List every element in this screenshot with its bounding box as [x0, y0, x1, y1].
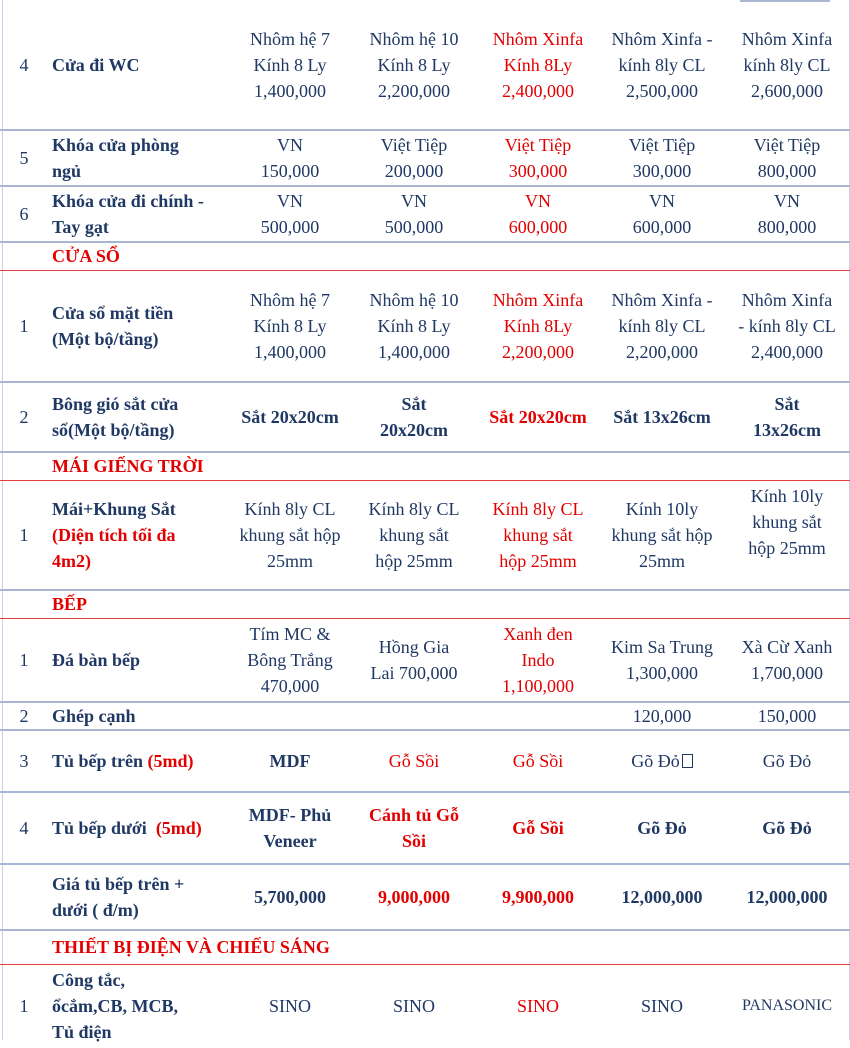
item-name: Mái+Khung Sắt (Diện tích tối đa 4m2) — [48, 480, 228, 590]
table-row-front-window — [0, 270, 850, 382]
option-1-cell: 5,700,000 — [228, 864, 352, 930]
missing-glyph-box-icon — [682, 754, 693, 768]
table-row-iron-grille — [0, 382, 850, 452]
option-2-cell: Nhôm hệ 10 Kính 8 Ly 1,400,000 — [352, 270, 476, 382]
option-3-cell: Nhôm Xinfa Kính 8Ly 2,400,000 — [476, 0, 600, 130]
option-1-cell: SINO — [268, 996, 311, 1017]
option-4-cell: Việt Tiệp 300,000 — [600, 130, 724, 186]
item-name: Đá bàn bếp — [48, 618, 228, 702]
item-name: Tủ bếp dưới (5md) — [48, 792, 228, 864]
option-1-cell: Nhôm hệ 7 Kính 8 Ly 1,400,000 — [228, 0, 352, 130]
row-number: 1 — [19, 996, 29, 1017]
option-4-cell: 12,000,000 — [600, 864, 724, 930]
section-row-electric — [0, 930, 850, 964]
option-1-cell: VN 500,000 — [228, 186, 352, 242]
option-5-cell: Xà Cừ Xanh 1,700,000 — [724, 618, 850, 702]
item-name: Ghép cạnh — [48, 702, 228, 730]
option-2-cell: Cánh tủ Gỗ Sồi — [352, 792, 476, 864]
option-3-cell: Kính 8ly CL khung sắt hộp 25mm — [476, 480, 600, 590]
option-1-cell: Nhôm hệ 7 Kính 8 Ly 1,400,000 — [228, 270, 352, 382]
option-2-cell: SINO — [392, 996, 435, 1017]
section-title: MÁI GIẾNG TRỜI — [48, 452, 850, 480]
option-4-cell: Sắt 13x26cm — [600, 382, 724, 452]
row-number: 6 — [0, 186, 48, 242]
option-2-cell: Gỗ Sồi — [352, 730, 476, 792]
table-row-wc-door — [0, 0, 850, 130]
option-4-cell: Nhôm Xinfa - kính 8ly CL 2,200,000 — [600, 270, 724, 382]
option-4-cell: Kim Sa Trung 1,300,000 — [600, 618, 724, 702]
option-1-cell — [228, 702, 352, 730]
row-number: 5 — [0, 130, 48, 186]
item-name: Cửa sổ mặt tiền (Một bộ/tầng) — [48, 270, 228, 382]
option-4-cell: 120,000 — [600, 702, 724, 730]
option-2-cell: Việt Tiệp 200,000 — [352, 130, 476, 186]
option-4-cell: Gõ Đỏ — [600, 730, 724, 792]
option-5-cell: 150,000 — [724, 702, 850, 730]
table-row-switches — [0, 964, 850, 1048]
item-name: Khóa cửa phòng ngủ — [48, 130, 228, 186]
option-4-cell: Gõ Đỏ — [600, 792, 724, 864]
section-row-kitchen — [0, 590, 850, 618]
option-5-cell: Việt Tiệp 800,000 — [724, 130, 850, 186]
row-number: 3 — [0, 730, 48, 792]
option-4-cell: Nhôm Xinfa - kính 8ly CL 2,500,000 — [600, 0, 724, 130]
row-number: 2 — [0, 382, 48, 452]
option-1-cell: Kính 8ly CL khung sắt hộp 25mm — [228, 480, 352, 590]
option-3-cell: 9,900,000 — [476, 864, 600, 930]
row-number: 1 — [0, 480, 48, 590]
option-2-cell: Nhôm hệ 10 Kính 8 Ly 2,200,000 — [352, 0, 476, 130]
table-row-bedroom-lock — [0, 130, 850, 186]
table-row-edge-join — [0, 702, 850, 730]
row-number: 1 — [0, 618, 48, 702]
option-5-cell: Nhôm Xinfa - kính 8ly CL 2,400,000 — [724, 270, 850, 382]
option-3-cell: Nhôm Xinfa Kính 8Ly 2,200,000 — [476, 270, 600, 382]
section-title: CỬA SỔ — [48, 242, 850, 270]
item-name: Khóa cửa đi chính - Tay gạt — [48, 186, 228, 242]
option-5-cell: VN 800,000 — [724, 186, 850, 242]
table-row-cabinet-price — [0, 864, 850, 930]
option-3-cell: Sắt 20x20cm — [476, 382, 600, 452]
option-4-cell: VN 600,000 — [600, 186, 724, 242]
option-1-cell: MDF — [228, 730, 352, 792]
option-5-cell: Gõ Đỏ — [724, 792, 850, 864]
item-name: Cửa đi WC — [48, 0, 228, 130]
option-2-cell — [352, 702, 476, 730]
option-3-cell: SINO — [516, 996, 559, 1017]
table-row-skylight — [0, 480, 850, 590]
item-name: Tủ bếp trên (5md) — [48, 730, 228, 792]
option-2-cell: Kính 8ly CL khung sắt hộp 25mm — [352, 480, 476, 590]
option-4-cell: Kính 10ly khung sắt hộp 25mm — [600, 480, 724, 590]
row-number: 2 — [0, 702, 48, 730]
table-row-main-lock — [0, 186, 850, 242]
option-4-cell: SINO — [640, 996, 683, 1017]
option-1-cell: VN 150,000 — [228, 130, 352, 186]
option-1-cell: Sắt 20x20cm — [228, 382, 352, 452]
section-title: BẾP — [48, 590, 850, 618]
option-3-cell: Việt Tiệp 300,000 — [476, 130, 600, 186]
row-number: 4 — [0, 792, 48, 864]
option-3-cell: Gỗ Sồi — [476, 730, 600, 792]
option-5-cell: Nhôm Xinfa kính 8ly CL 2,600,000 — [724, 0, 850, 130]
option-2-cell: VN 500,000 — [352, 186, 476, 242]
section-row-window — [0, 242, 850, 270]
option-5-cell: Kính 10ly khung sắt hộp 25mm — [724, 480, 850, 590]
table-row-countertop — [0, 618, 850, 702]
section-title: THIẾT BỊ ĐIỆN VÀ CHIẾU SÁNG — [48, 930, 850, 964]
option-3-cell — [476, 702, 600, 730]
option-1-cell: MDF- Phủ Veneer — [228, 792, 352, 864]
item-name: Bông gió sắt cửa sổ(Một bộ/tầng) — [48, 382, 228, 452]
option-2-cell: 9,000,000 — [352, 864, 476, 930]
option-3-cell: Gỗ Sồi — [476, 792, 600, 864]
option-1-cell: Tím MC & Bông Trắng 470,000 — [228, 618, 352, 702]
row-number: 4 — [0, 0, 48, 130]
item-name: Công tắc, ổcắm,CB, MCB, Tủ điện — [52, 970, 178, 1043]
option-3-cell: Xanh đen Indo 1,100,000 — [476, 618, 600, 702]
table-row-lower-cabinet — [0, 792, 850, 864]
section-row-skylight — [0, 452, 850, 480]
option-5-cell: Gõ Đỏ — [724, 730, 850, 792]
option-3-cell: VN 600,000 — [476, 186, 600, 242]
option-5-cell: 12,000,000 — [724, 864, 850, 930]
option-2-cell: Sắt 20x20cm — [352, 382, 476, 452]
option-2-cell: Hồng Gia Lai 700,000 — [352, 618, 476, 702]
table-row-upper-cabinet — [0, 730, 850, 792]
option-5-cell: Sắt 13x26cm — [724, 382, 850, 452]
item-name: Giá tủ bếp trên + dưới ( đ/m) — [48, 864, 228, 930]
row-number — [0, 864, 48, 930]
option-5-cell: PANASONIC — [741, 997, 833, 1015]
row-number: 1 — [0, 270, 48, 382]
